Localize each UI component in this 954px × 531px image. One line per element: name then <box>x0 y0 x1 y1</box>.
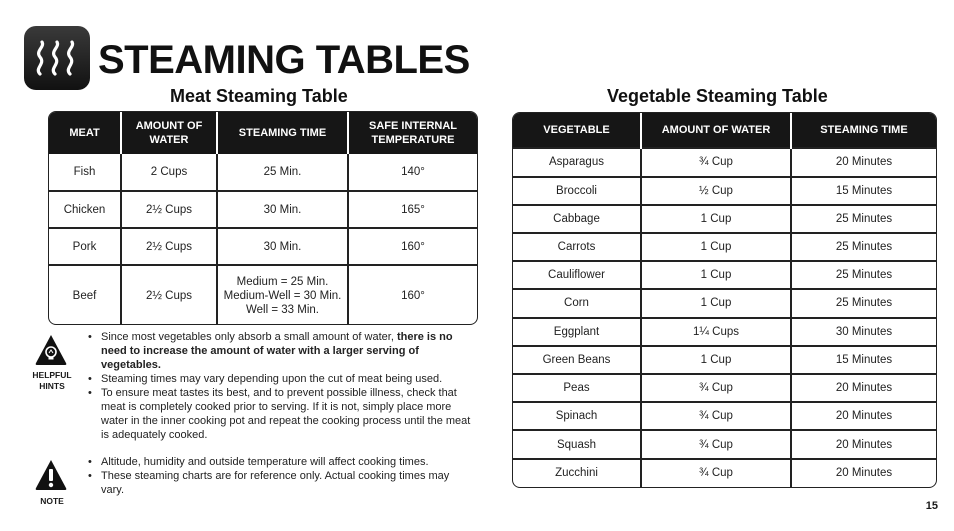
water-cell: 1 Cup <box>641 346 791 374</box>
time-cell: 30 Minutes <box>791 318 936 346</box>
table-row <box>513 346 936 374</box>
time-cell: 15 Minutes <box>791 346 936 374</box>
hint-text: Steaming times may vary depending upon the cut of meat being used. <box>101 373 443 385</box>
vegetable-cell: Peas <box>513 374 641 402</box>
water-cell: 2 Cups <box>121 154 217 191</box>
lightbulb-warning-icon <box>34 333 68 367</box>
table-row <box>513 233 936 261</box>
table-row <box>513 430 936 458</box>
hint-text: Since most vegetables only absorb a small amount of water, <box>101 331 397 343</box>
time-cell <box>217 191 348 228</box>
time-line: 30 Min. <box>263 240 302 253</box>
page-title: STEAMING TABLES <box>98 38 470 82</box>
column-header: VEGETABLE <box>513 113 641 148</box>
water-cell: 2½ Cups <box>121 228 217 265</box>
meat-cell: Chicken <box>49 191 121 228</box>
time-cell <box>217 154 348 191</box>
helpful-hints-label-line: HELPFUL <box>32 370 72 380</box>
meat-table-title: Meat Steaming Table <box>170 86 348 106</box>
water-cell: ¾ Cup <box>641 374 791 402</box>
time-cell <box>217 228 348 265</box>
vegetable-cell: Green Beans <box>513 346 641 374</box>
vegetable-cell: Cauliflower <box>513 261 641 289</box>
water-cell: 1 Cup <box>641 289 791 317</box>
exclamation-warning-icon <box>34 458 68 492</box>
temp-cell: 140° <box>401 166 425 178</box>
water-cell: ¾ Cup <box>641 430 791 458</box>
table-row <box>49 154 477 191</box>
note-list <box>88 455 480 497</box>
table-row <box>513 289 936 317</box>
time-line: Medium-Well = 30 Min. <box>223 290 342 302</box>
table-row <box>513 402 936 430</box>
helpful-hints-label-line: HINTS <box>39 381 65 391</box>
meat-steaming-table <box>48 111 478 325</box>
time-cell: 15 Minutes <box>791 177 936 205</box>
table-row <box>513 261 936 289</box>
column-header: SAFE INTERNAL TEMPERATURE <box>348 112 477 154</box>
vegetable-cell: Spinach <box>513 402 641 430</box>
water-cell: 1 Cup <box>641 261 791 289</box>
vegetable-steaming-table <box>512 112 937 488</box>
list-item <box>88 330 480 372</box>
water-cell: ¾ Cup <box>641 148 791 176</box>
table-row <box>513 148 936 176</box>
water-cell: 1¼ Cups <box>641 318 791 346</box>
table-row <box>513 459 936 487</box>
column-header: AMOUNT OF WATER <box>121 112 217 154</box>
vegetable-cell: Carrots <box>513 233 641 261</box>
time-cell: 20 Minutes <box>791 148 936 176</box>
meat-cell: Pork <box>49 228 121 265</box>
table-row <box>513 205 936 233</box>
hint-text: To ensure meat tastes its best, and to prevent possible illness, check that meat is completely cooked prior to serving. If it is not, simply place more water in the inner cooking pot and repeat the cooking process until the meat is adequately cooked. <box>101 387 471 441</box>
time-cell <box>217 265 348 325</box>
table-row <box>49 228 477 265</box>
time-cell: 25 Minutes <box>791 233 936 261</box>
column-header: STEAMING TIME <box>791 113 936 148</box>
hint-bold-text: there is no need to increase the amount of water with a larger serving of vegetables. <box>101 331 453 371</box>
column-header: AMOUNT OF WATER <box>641 113 791 148</box>
vegetable-cell: Zucchini <box>513 459 641 487</box>
steam-icon <box>24 26 90 90</box>
list-item <box>88 386 480 442</box>
time-cell: 25 Minutes <box>791 205 936 233</box>
page-number: 15 <box>925 500 938 512</box>
time-line: 30 Min. <box>263 203 302 216</box>
table-row <box>49 191 477 228</box>
time-cell: 25 Minutes <box>791 289 936 317</box>
water-cell: 1 Cup <box>641 205 791 233</box>
vegetable-cell: Broccoli <box>513 177 641 205</box>
temp-cell: 165° <box>348 191 477 228</box>
vegetable-table-title: Vegetable Steaming Table <box>607 86 828 106</box>
temp-cell: 160° <box>348 228 477 265</box>
table-row <box>513 177 936 205</box>
time-cell: 20 Minutes <box>791 374 936 402</box>
vegetable-cell: Squash <box>513 430 641 458</box>
water-cell: ¾ Cup <box>641 402 791 430</box>
column-header: MEAT <box>49 112 121 154</box>
meat-cell: Fish <box>49 154 121 191</box>
time-cell: 20 Minutes <box>791 402 936 430</box>
list-item: • Altitude, humidity and outside temperature will affect cooking times. <box>88 455 480 469</box>
table-row <box>513 318 936 346</box>
vegetable-cell: Cabbage <box>513 205 641 233</box>
time-cell: 20 Minutes <box>791 459 936 487</box>
water-cell: 2½ Cups <box>121 191 217 228</box>
table-header-row <box>513 113 936 148</box>
water-cell: ¾ Cup <box>641 459 791 487</box>
water-cell: 2½ Cups <box>121 265 217 325</box>
meat-cell: Beef <box>49 265 121 325</box>
helpful-hints-list <box>88 330 480 442</box>
vegetable-cell: Eggplant <box>513 318 641 346</box>
time-line: 25 Min. <box>263 166 302 178</box>
time-cell: 20 Minutes <box>791 430 936 458</box>
column-header: STEAMING TIME <box>217 112 348 154</box>
water-cell: 1 Cup <box>641 233 791 261</box>
table-row <box>513 374 936 402</box>
vegetable-cell: Corn <box>513 289 641 317</box>
note-label: NOTE <box>40 496 64 506</box>
list-item: • These steaming charts are for reference only. Actual cooking times may vary. <box>88 469 480 497</box>
time-cell: 25 Minutes <box>791 261 936 289</box>
helpful-hints-label <box>26 370 78 392</box>
water-cell: ½ Cup <box>641 177 791 205</box>
temp-cell: 160° <box>348 265 477 325</box>
list-item <box>88 372 480 386</box>
vegetable-cell: Asparagus <box>513 148 641 176</box>
table-row <box>49 265 477 325</box>
time-line: Medium = 25 Min. <box>236 276 329 288</box>
table-header-row <box>49 112 477 154</box>
time-line: Well = 33 Min. <box>246 304 319 316</box>
